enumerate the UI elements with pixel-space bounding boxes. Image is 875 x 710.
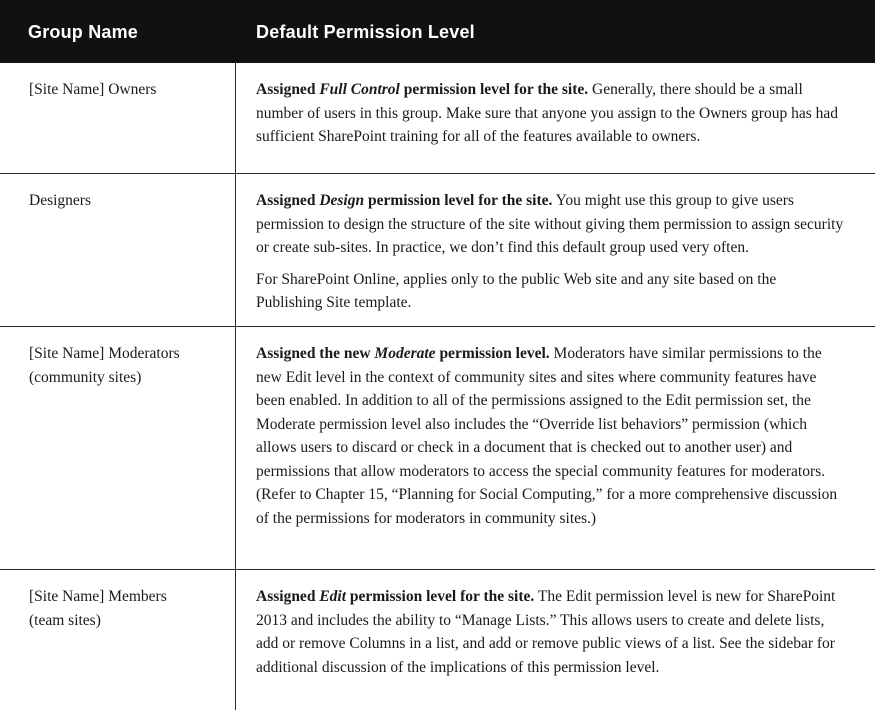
permission-description-cell [256, 585, 846, 679]
permission-body: You might use this group to give users permission to design the structure of the site without giving them permission to assign security or create sub-sites. In practice, we don’t find this default group used very often. [256, 192, 844, 256]
group-name-cell: Designers [29, 192, 91, 209]
table-row-members [0, 570, 875, 710]
permission-lead: Assigned Full Control permission level for the site. [256, 81, 589, 98]
group-name-cell: [Site Name] Moderators (community sites) [29, 345, 180, 386]
table-row-designers [0, 174, 875, 326]
group-name-cell: [Site Name] Members (team sites) [29, 588, 167, 629]
permission-note: For SharePoint Online, applies only to the public Web site and any site based on the Publishing Site template. [256, 270, 777, 311]
permission-lead: Assigned the new Moderate permission level. [256, 345, 550, 362]
permission-description-cell [256, 78, 846, 149]
permission-body: Moderators have similar permissions to the new Edit level in the context of community sites and sites where community features have been enabled. In addition to all of the permissions assigned to the Edit permission set, the Moderate permission level also includes the “Override list behaviors” permission (which allows users to discard or check in a document that is checked out to another user) and permissions that allow moderators to access the special community features for moderators. (Refer to Chapter 15, “Planning for Social Computing,” for a more comprehensive discussion of the permissions for moderators in community sites.) [256, 345, 838, 527]
permission-description-cell [256, 342, 846, 530]
table-row-moderators [0, 327, 875, 569]
table-header [0, 0, 875, 63]
group-name-column-header: Group Name [28, 22, 139, 42]
column-divider [235, 63, 236, 710]
permission-description-cell [256, 189, 846, 315]
default-permission-column-header: Default Permission Level [256, 22, 475, 42]
table-row-owners [0, 63, 875, 173]
permission-lead: Assigned Design permission level for the site. [256, 192, 553, 209]
permission-lead: Assigned Edit permission level for the site. [256, 588, 535, 605]
group-name-cell: [Site Name] Owners [29, 81, 157, 98]
permission-body: Generally, there should be a small number of users in this group. Make sure that anyone you assign to the Owners group has had sufficient SharePoint training for all of the features available to owners. [256, 81, 838, 145]
permission-body: The Edit permission level is new for SharePoint 2013 and includes the ability to “Manage Lists.” This allows users to create and delete lists, add or remove Columns in a list, and add or remove public views of a list. See the sidebar for additional discussion of the implications of this permission level. [256, 588, 836, 676]
